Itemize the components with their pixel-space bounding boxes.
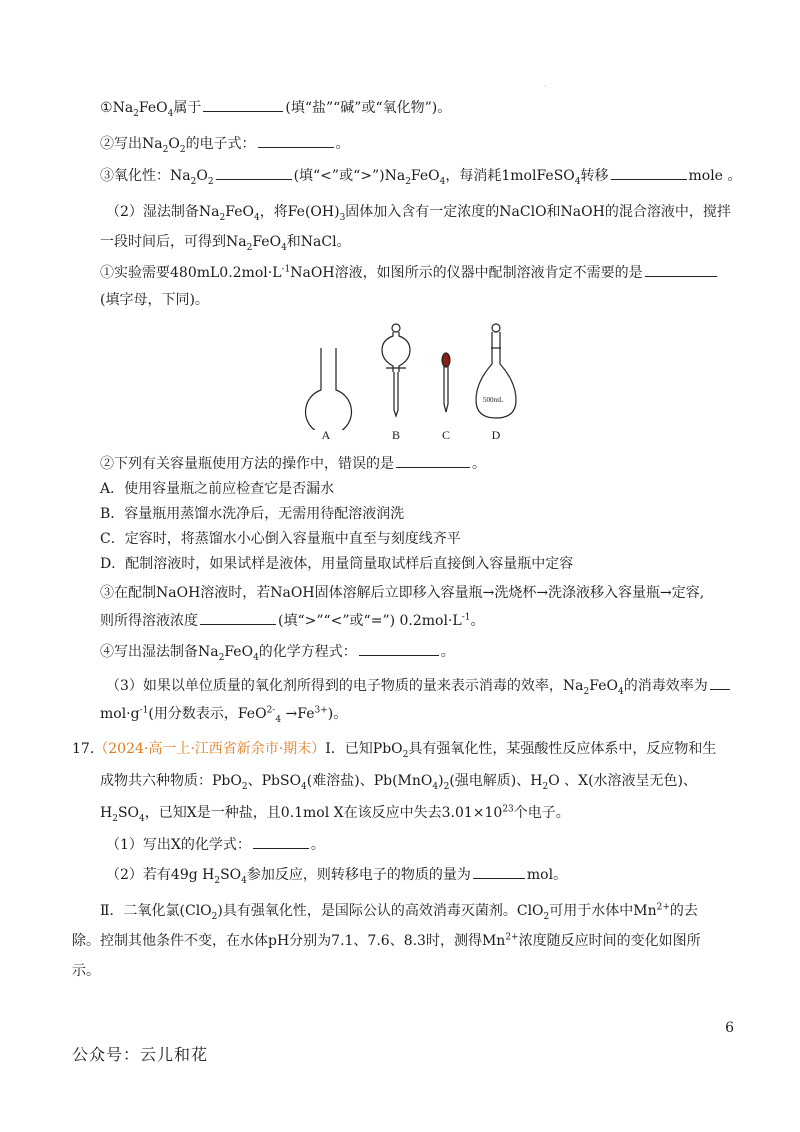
p3b-line: $mol\cdot g^{-1}$(用分数表示，$FeO^{2-}_4 \to Fe^{3+}$)。	[100, 705, 348, 725]
option-a: A．使用容量瓶之前应检查它是否漏水	[100, 481, 335, 497]
answer-blank[interactable]	[253, 834, 309, 849]
answer-blank[interactable]	[203, 97, 283, 112]
apparatus-drawing	[290, 320, 530, 430]
dropper-icon	[442, 353, 450, 412]
figure-label-a: A	[321, 428, 331, 442]
s1b-line: (填字母，下同)。	[100, 292, 209, 308]
answer-blank[interactable]	[359, 641, 439, 656]
p3-line: （3）如果以单位质量的氧化剂所得到的电子物质的量来表示消毒的效率，$Na_2FeO_4$的消毒效率为	[106, 675, 732, 697]
q1-line: $①Na_2FeO_4$属于 (填“盐”“碱”或“氧化物”)。	[100, 97, 451, 119]
q17-1-line: （1）写出X的化学式： 。	[106, 834, 325, 856]
answer-blank[interactable]	[645, 262, 717, 277]
p2-line: （2）湿法制备$Na_2FeO_4$，将$Fe(OH)_3$固体加入含有一定浓度的NaClO和NaOH的混合溶液中，搅拌	[106, 204, 731, 223]
apparatus-figure	[290, 320, 530, 448]
question-number: 17.	[72, 741, 95, 757]
s4-line: ④写出湿法制备$Na_2FeO_4$的化学方程式： 。	[100, 641, 455, 663]
s3b-line: 则所得溶液浓度 (填“>”“<”或“=”) $0.2mol\cdot L^{-1}$。	[100, 610, 484, 632]
q2-line: ②写出$Na_2O_2$的电子式： 。	[100, 133, 350, 155]
option-c: C．定容时，将蒸馏水小心倒入容量瓶中直至与刻度线齐平	[100, 531, 461, 547]
separatory-funnel-icon	[382, 324, 410, 416]
answer-blank[interactable]	[200, 610, 276, 625]
footer-text: 公众号：云儿和花	[72, 1045, 209, 1064]
answer-blank[interactable]	[473, 864, 525, 879]
q17b-line: 成物共六种物质：PbO$_2$、PbSO$_4$(难溶盐)、$Pb(MnO_4)_2$(强电解质)、$H_2O$ 、X(水溶液呈无色)、	[100, 773, 698, 792]
figure-label-d: D	[491, 428, 501, 442]
stray-dot: ·	[544, 82, 547, 91]
question-source: （2024·高一上·江西省新余市·期末）	[94, 741, 326, 757]
q17-iib-line: 除。控制其他条件不变，在水体pH分别为7.1、7.6、8.3时，测得$Mn^{2+}$浓度随反应时间的变化如图所	[72, 932, 701, 949]
page-number: 6	[725, 1020, 734, 1036]
s1-line: ①实验需要$480mL0.2mol\cdot L^{-1}NaOH$溶液，如图所示的仪器中配制溶液肯定不需要的是	[100, 262, 719, 284]
round-flask-icon	[306, 348, 352, 430]
q17-2-line: （2）若有49g $H_2SO_4$参加反应，则转移电子的物质的量为 mol。	[106, 864, 567, 886]
q3-line: ③氧化性：$Na_2O_2$ (填“<”或“$>”)Na_2FeO_4$，每消耗1molFeSO$_4$转移 mole 。	[100, 165, 741, 187]
flask-volume-label: 500mL	[483, 396, 504, 404]
figure-label-b: B	[391, 428, 400, 442]
q17c-line: $H_2SO_4$，已知X是一种盐，且0.1mol X在该反应中失去$3.01\times 10^{23}$个电子。	[100, 804, 570, 824]
option-b: B．容量瓶用蒸馏水洗净后，无需用待配溶液润洗	[100, 506, 405, 522]
q17-iic-line: 示。	[72, 963, 100, 979]
answer-blank[interactable]	[216, 165, 292, 180]
q17-line: 17.（2024·高一上·江西省新余市·期末）Ⅰ．已知PbO$_2$具有强氧化性，某强酸性反应体系中，反应物和生	[72, 741, 717, 760]
p2b-line: 一段时间后，可得到$Na_2FeO_4$和NaCl。	[100, 234, 351, 253]
figure-label-c: C	[441, 428, 450, 442]
option-d: D．配制溶液时，如果试样是液体，用量筒量取试样后直接倒入容量瓶中定容	[100, 556, 574, 572]
s3-line: ③在配制NaOH溶液时，若NaOH固体溶解后立即移入容量瓶→洗烧杯→洗涤液移入容量瓶→定容,	[100, 585, 705, 601]
answer-blank[interactable]	[611, 165, 687, 180]
answer-blank[interactable]	[710, 675, 730, 690]
answer-blank[interactable]	[396, 453, 470, 468]
answer-blank[interactable]	[258, 133, 334, 148]
s2-line: ②下列有关容量瓶使用方法的操作中，错误的是 。	[100, 453, 486, 475]
q17-ii-line: Ⅱ．二氧化氯(ClO$_2$)具有强氧化性，是国际公认的高效消毒灭菌剂。ClO$_2$可用于水体中$Mn^{2+}$的去	[100, 902, 698, 922]
